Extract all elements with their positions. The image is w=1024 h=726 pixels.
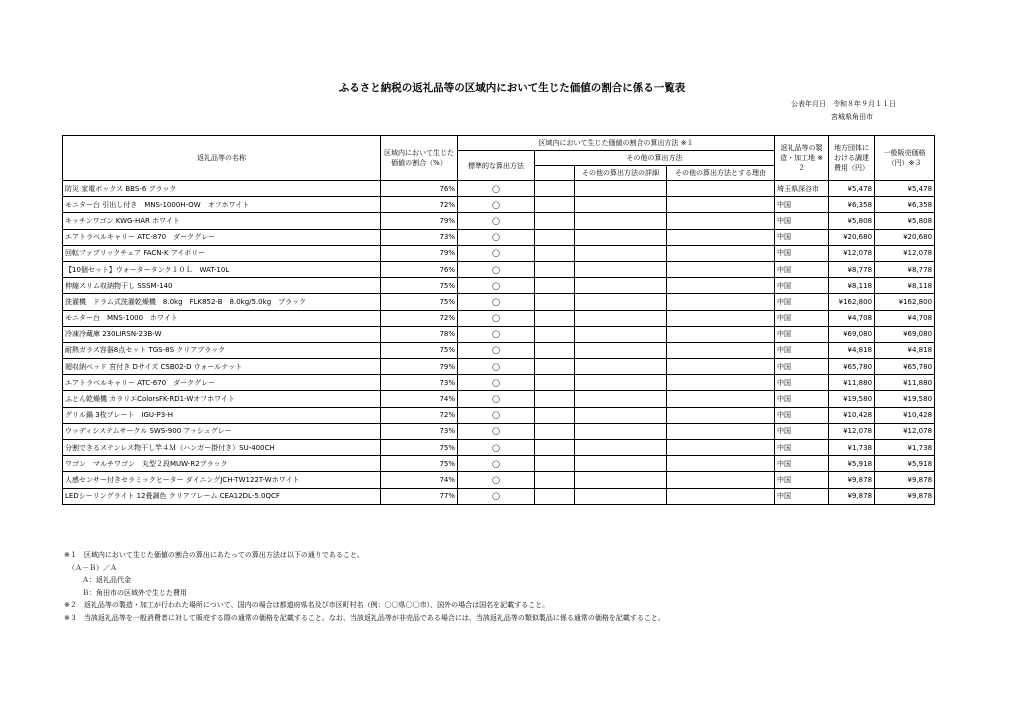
cell-standard: ◯ xyxy=(458,278,535,294)
cell-price: ¥8,778 xyxy=(875,261,935,277)
table-row xyxy=(63,423,935,439)
cell-standard: ◯ xyxy=(458,245,535,261)
cell-cost: ¥19,580 xyxy=(829,391,875,407)
note-a: Ａ：返礼品代金 xyxy=(82,576,131,584)
cell-standard: ◯ xyxy=(458,440,535,456)
cell-empty xyxy=(535,326,575,342)
cell-place: 埼玉県深谷市 xyxy=(775,181,829,197)
cell-empty xyxy=(667,326,775,342)
cell-empty xyxy=(575,213,667,229)
cell-cost: ¥65,780 xyxy=(829,359,875,375)
cell-ratio: 73% xyxy=(381,229,458,245)
cell-name: 伸縮スリム収納物干し SSSM-140 xyxy=(63,278,381,294)
cell-cost: ¥1,738 xyxy=(829,440,875,456)
cell-empty xyxy=(575,261,667,277)
note-formula: （Ａ－Ｂ）／Ａ xyxy=(68,563,117,572)
note-3: ※３ 当該返礼品等を一般消費者に対して販売する際の通常の価格を記載すること。なお、当該返礼品等が非売品である場合には、当該返礼品等の類似製品に係る通常の価格を記載すること。 xyxy=(64,613,665,622)
table-row xyxy=(63,213,935,229)
table-row xyxy=(63,261,935,277)
table-row xyxy=(63,278,935,294)
cell-standard: ◯ xyxy=(458,294,535,310)
cell-cost: ¥12,078 xyxy=(829,423,875,439)
cell-empty xyxy=(575,488,667,504)
cell-ratio: 75% xyxy=(381,342,458,358)
cell-cost: ¥8,778 xyxy=(829,261,875,277)
cell-empty xyxy=(667,213,775,229)
cell-ratio: 75% xyxy=(381,440,458,456)
cell-price: ¥5,808 xyxy=(875,213,935,229)
cell-empty xyxy=(667,261,775,277)
cell-empty xyxy=(667,488,775,504)
cell-empty xyxy=(575,456,667,472)
cell-cost: ¥4,818 xyxy=(829,342,875,358)
cell-empty xyxy=(575,472,667,488)
cell-empty xyxy=(575,181,667,197)
cell-empty xyxy=(667,407,775,423)
cell-standard: ◯ xyxy=(458,310,535,326)
cell-empty xyxy=(535,375,575,391)
cell-standard: ◯ xyxy=(458,261,535,277)
header-ratio: 区域内において生じた価値の割合（%） xyxy=(381,136,458,181)
cell-place: 中国 xyxy=(775,456,829,472)
cell-price: ¥65,780 xyxy=(875,359,935,375)
cell-place: 中国 xyxy=(775,359,829,375)
table-row xyxy=(63,229,935,245)
header-method-group: 区域内において生じた価値の割合の算出方法 ※１ xyxy=(458,136,775,151)
cell-cost: ¥5,808 xyxy=(829,213,875,229)
cell-standard: ◯ xyxy=(458,213,535,229)
cell-ratio: 75% xyxy=(381,278,458,294)
cell-name: 超収納ベッド 宮付き Dサイズ CSB02-D ウォールナット xyxy=(63,359,381,375)
cell-cost: ¥5,918 xyxy=(829,456,875,472)
cell-empty xyxy=(535,407,575,423)
table-row xyxy=(63,310,935,326)
cell-name: ワゴン マルチワゴン 丸型２段MUW-R2ブラック xyxy=(63,456,381,472)
cell-empty xyxy=(535,359,575,375)
cell-empty xyxy=(535,278,575,294)
cell-price: ¥1,738 xyxy=(875,440,935,456)
cell-price: ¥5,918 xyxy=(875,456,935,472)
cell-price: ¥9,878 xyxy=(875,472,935,488)
header-other-group: その他の算出方法 xyxy=(535,151,775,166)
table-row xyxy=(63,197,935,213)
cell-standard: ◯ xyxy=(458,359,535,375)
cell-name: モニター台 MNS-1000 ホワイト xyxy=(63,310,381,326)
cell-empty xyxy=(575,342,667,358)
cell-empty xyxy=(667,245,775,261)
header-cost: 地方団体における調達費用（円） xyxy=(829,136,875,181)
cell-empty xyxy=(575,278,667,294)
cell-empty xyxy=(575,294,667,310)
cell-standard: ◯ xyxy=(458,472,535,488)
cell-place: 中国 xyxy=(775,488,829,504)
cell-ratio: 78% xyxy=(381,326,458,342)
cell-empty xyxy=(535,181,575,197)
cell-ratio: 76% xyxy=(381,181,458,197)
cell-ratio: 79% xyxy=(381,245,458,261)
cell-place: 中国 xyxy=(775,472,829,488)
cell-name: ふとん乾燥機 カラリエColorsFK-RD1-Wオフホワイト xyxy=(63,391,381,407)
cell-price: ¥6,358 xyxy=(875,197,935,213)
cell-cost: ¥162,800 xyxy=(829,294,875,310)
cell-empty xyxy=(667,456,775,472)
cell-cost: ¥6,358 xyxy=(829,197,875,213)
cell-price: ¥4,708 xyxy=(875,310,935,326)
cell-empty xyxy=(575,229,667,245)
cell-name: キッチンワゴン KWG-HAR ホワイト xyxy=(63,213,381,229)
cell-place: 中国 xyxy=(775,278,829,294)
header-empty xyxy=(535,166,575,181)
cell-empty xyxy=(575,440,667,456)
cell-name: エアトラベルキャリー ATC-670 ダークグレー xyxy=(63,375,381,391)
cell-place: 中国 xyxy=(775,342,829,358)
cell-empty xyxy=(575,375,667,391)
cell-cost: ¥10,428 xyxy=(829,407,875,423)
cell-empty xyxy=(535,391,575,407)
cell-standard: ◯ xyxy=(458,407,535,423)
cell-standard: ◯ xyxy=(458,326,535,342)
cell-empty xyxy=(535,342,575,358)
cell-place: 中国 xyxy=(775,326,829,342)
cell-standard: ◯ xyxy=(458,391,535,407)
cell-cost: ¥9,878 xyxy=(829,488,875,504)
table-row xyxy=(63,488,935,504)
cell-empty xyxy=(535,423,575,439)
cell-empty xyxy=(575,310,667,326)
cell-empty xyxy=(535,261,575,277)
note-2: ※２ 返礼品等の製造・加工が行われた場所について、国内の場合は都道府県名及び市区町村名（例：〇〇県〇〇市）、国外の場合は国名を記載すること。 xyxy=(64,601,550,609)
cell-empty xyxy=(535,456,575,472)
table-row xyxy=(63,359,935,375)
cell-price: ¥12,078 xyxy=(875,245,935,261)
cell-price: ¥5,478 xyxy=(875,181,935,197)
cell-name: 洗濯機 ドラム式洗濯乾燥機 8.0kg FLK852-B 8.0kg/5.0kg ブラック xyxy=(63,294,381,310)
cell-empty xyxy=(667,294,775,310)
cell-ratio: 75% xyxy=(381,456,458,472)
cell-price: ¥162,800 xyxy=(875,294,935,310)
table-row xyxy=(63,181,935,197)
header-price: 一般販売価格（円）※３ xyxy=(875,136,935,181)
cell-ratio: 72% xyxy=(381,197,458,213)
cell-empty xyxy=(667,375,775,391)
cell-cost: ¥5,478 xyxy=(829,181,875,197)
cell-name: 冷凍冷蔵庫 230LIRSN-23B-W xyxy=(63,326,381,342)
cell-ratio: 72% xyxy=(381,407,458,423)
cell-ratio: 72% xyxy=(381,310,458,326)
table-row xyxy=(63,407,935,423)
cell-empty xyxy=(667,391,775,407)
cell-price: ¥12,078 xyxy=(875,423,935,439)
cell-name: ウッディシステムサークル SWS-900 アッシュグレー xyxy=(63,423,381,439)
value-ratio-table xyxy=(62,135,935,505)
cell-price: ¥9,878 xyxy=(875,488,935,504)
header-other-detail: その他の算出方法の詳細 xyxy=(575,166,667,181)
cell-ratio: 75% xyxy=(381,294,458,310)
cell-place: 中国 xyxy=(775,407,829,423)
cell-place: 中国 xyxy=(775,213,829,229)
cell-name: 分割できるステンレス物干し竿４Ｍ（ハンガー掛付き）SU-400CH xyxy=(63,440,381,456)
cell-empty xyxy=(667,310,775,326)
cell-empty xyxy=(535,213,575,229)
cell-price: ¥19,580 xyxy=(875,391,935,407)
cell-empty xyxy=(667,342,775,358)
header-standard: 標準的な算出方法 xyxy=(458,151,535,181)
cell-name: 防災 家電ボックス BBS-6 ブラック xyxy=(63,181,381,197)
table-row xyxy=(63,440,935,456)
table-row xyxy=(63,342,935,358)
cell-name: エアトラベルキャリー ATC-870 ダークグレー xyxy=(63,229,381,245)
cell-empty xyxy=(667,472,775,488)
cell-standard: ◯ xyxy=(458,181,535,197)
cell-place: 中国 xyxy=(775,391,829,407)
cell-place: 中国 xyxy=(775,440,829,456)
cell-empty xyxy=(575,245,667,261)
cell-cost: ¥69,080 xyxy=(829,326,875,342)
cell-place: 中国 xyxy=(775,375,829,391)
cell-empty xyxy=(575,197,667,213)
cell-standard: ◯ xyxy=(458,375,535,391)
cell-standard: ◯ xyxy=(458,229,535,245)
cell-empty xyxy=(575,391,667,407)
cell-cost: ¥9,878 xyxy=(829,472,875,488)
cell-place: 中国 xyxy=(775,197,829,213)
table-body xyxy=(63,181,935,505)
cell-place: 中国 xyxy=(775,294,829,310)
cell-place: 中国 xyxy=(775,229,829,245)
cell-empty xyxy=(535,197,575,213)
cell-empty xyxy=(535,310,575,326)
cell-place: 中国 xyxy=(775,310,829,326)
cell-empty xyxy=(667,229,775,245)
cell-name: モニター台 引出し付き MNS-1000H-OW オフホワイト xyxy=(63,197,381,213)
table-row xyxy=(63,391,935,407)
cell-cost: ¥11,880 xyxy=(829,375,875,391)
cell-ratio: 79% xyxy=(381,359,458,375)
cell-empty xyxy=(535,488,575,504)
cell-empty xyxy=(667,423,775,439)
cell-empty xyxy=(667,359,775,375)
cell-standard: ◯ xyxy=(458,342,535,358)
cell-empty xyxy=(535,245,575,261)
table-row xyxy=(63,294,935,310)
cell-cost: ¥4,708 xyxy=(829,310,875,326)
header-place: 返礼品等の製造・加工地 ※２ xyxy=(775,136,829,181)
cell-empty xyxy=(575,407,667,423)
cell-ratio: 77% xyxy=(381,488,458,504)
cell-ratio: 76% xyxy=(381,261,458,277)
cell-price: ¥20,680 xyxy=(875,229,935,245)
cell-empty xyxy=(535,440,575,456)
cell-cost: ¥12,078 xyxy=(829,245,875,261)
cell-ratio: 74% xyxy=(381,391,458,407)
page-title: ふるさと納税の返礼品等の区域内において生じた価値の割合に係る一覧表 xyxy=(338,82,686,94)
cell-ratio: 73% xyxy=(381,423,458,439)
cell-empty xyxy=(667,440,775,456)
cell-standard: ◯ xyxy=(458,488,535,504)
cell-empty xyxy=(535,294,575,310)
cell-place: 中国 xyxy=(775,261,829,277)
note-b: Ｂ：角田市の区域外で生じた費用 xyxy=(82,588,187,597)
cell-ratio: 73% xyxy=(381,375,458,391)
cell-empty xyxy=(667,278,775,294)
cell-empty xyxy=(667,197,775,213)
publish-date: 公表年月日 令和８年９月１１日 xyxy=(791,100,896,108)
cell-cost: ¥8,118 xyxy=(829,278,875,294)
cell-price: ¥69,080 xyxy=(875,326,935,342)
municipality: 宮城県角田市 xyxy=(831,113,873,121)
cell-ratio: 79% xyxy=(381,213,458,229)
table-row xyxy=(63,245,935,261)
cell-name: LEDシーリングライト 12畳調色 クリアフレーム CEA12DL-5.0QCF xyxy=(63,488,381,504)
cell-ratio: 74% xyxy=(381,472,458,488)
table-row xyxy=(63,326,935,342)
cell-price: ¥8,118 xyxy=(875,278,935,294)
cell-place: 中国 xyxy=(775,423,829,439)
cell-standard: ◯ xyxy=(458,197,535,213)
cell-name: 【10個セット】ウォータータンク１０Ｌ WAT-10L xyxy=(63,261,381,277)
cell-price: ¥10,428 xyxy=(875,407,935,423)
cell-cost: ¥20,680 xyxy=(829,229,875,245)
cell-price: ¥4,818 xyxy=(875,342,935,358)
cell-standard: ◯ xyxy=(458,423,535,439)
cell-empty xyxy=(535,472,575,488)
cell-name: 人感センサー付きセラミックヒーター ダイニングJCH-TW122T-Wホワイト xyxy=(63,472,381,488)
header-other-reason: その他の算出方法とする理由 xyxy=(667,166,775,181)
cell-place: 中国 xyxy=(775,245,829,261)
cell-empty xyxy=(575,326,667,342)
cell-name: 回転ファブリックチェア FACN-K アイボリー xyxy=(63,245,381,261)
cell-empty xyxy=(575,423,667,439)
header-name: 返礼品等の名称 xyxy=(63,136,381,181)
cell-price: ¥11,880 xyxy=(875,375,935,391)
table-row xyxy=(63,472,935,488)
note-1: ※１ 区域内において生じた価値の割合の算出にあたっての算出方法は以下の通りであること。 xyxy=(64,551,364,559)
cell-standard: ◯ xyxy=(458,456,535,472)
cell-empty xyxy=(575,359,667,375)
cell-name: グリル鍋 3枚プレート IGU-P3-H xyxy=(63,407,381,423)
table-row xyxy=(63,375,935,391)
cell-empty xyxy=(535,229,575,245)
table-row xyxy=(63,456,935,472)
cell-empty xyxy=(667,181,775,197)
cell-name: 耐熱ガラス容器8点セット TGS-8S クリアブラック xyxy=(63,342,381,358)
footnotes xyxy=(64,549,665,624)
